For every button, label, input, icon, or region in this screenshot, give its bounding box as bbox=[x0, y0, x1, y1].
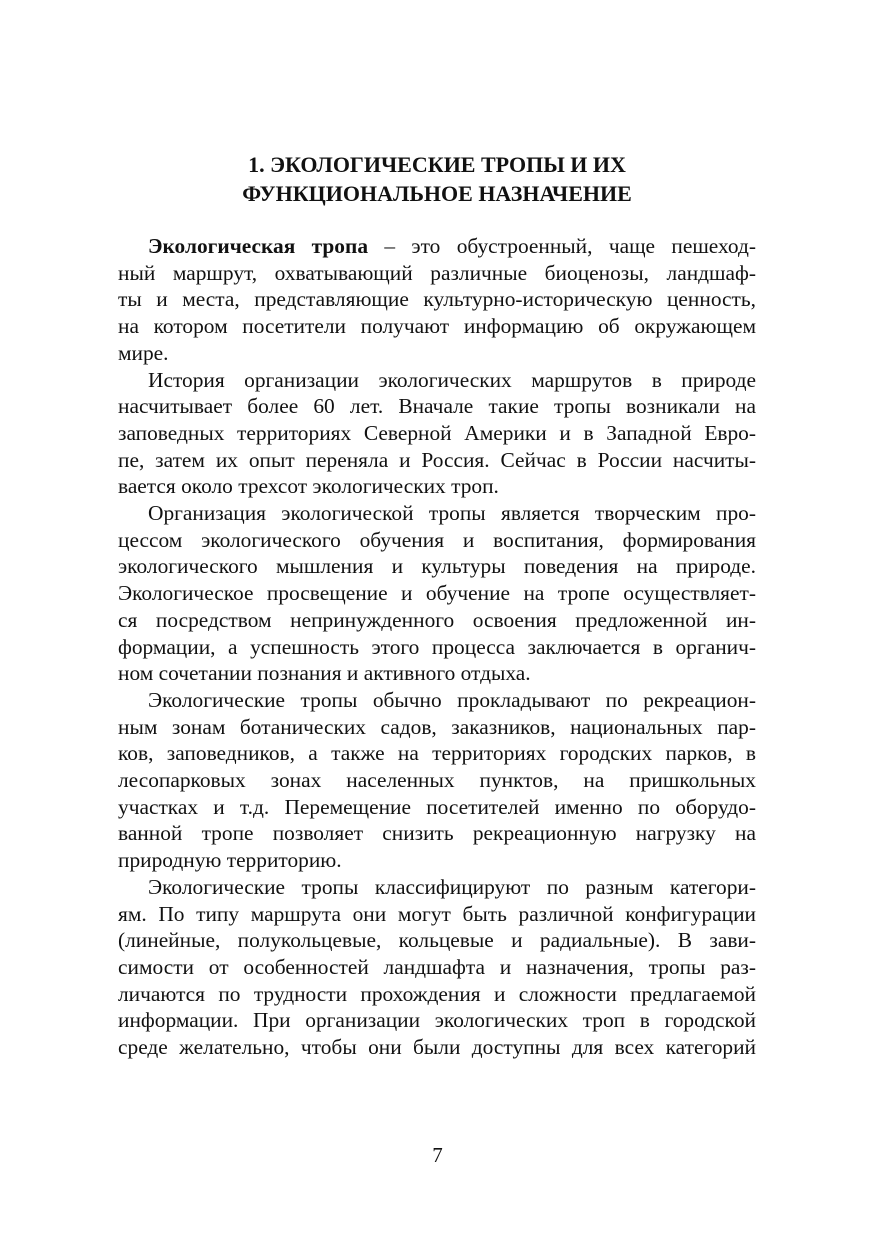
chapter-heading-line-1: 1. ЭКОЛОГИЧЕСКИЕ ТРОПЫ И ИХ bbox=[248, 152, 626, 177]
text-line: на котором посетители получают информацию об окружающем bbox=[118, 314, 756, 339]
text-line: Организация экологической тропы является творческим про- bbox=[148, 501, 756, 526]
text-line: ков, заповедников, а также на территориях городских парков, в bbox=[118, 741, 756, 766]
text-line: Экологическое просвещение и обучение на тропе осуществляет- bbox=[118, 581, 756, 606]
text-line: цессом экологического обучения и воспитания, формирования bbox=[118, 527, 756, 552]
text-line: ся посредством непринужденного освоения предложенной ин- bbox=[118, 607, 756, 632]
text-line: История организации экологических маршрутов в природе bbox=[148, 367, 756, 392]
text-line: ям. По типу маршрута они могут быть различной конфигурации bbox=[118, 901, 756, 926]
text-line: симости от особенностей ландшафта и назначения, тропы раз- bbox=[118, 954, 756, 979]
text-line: формации, а успешность этого процесса заключается в органич- bbox=[118, 634, 756, 659]
text-line: насчитывает более 60 лет. Вначале такие тропы возникали на bbox=[118, 394, 756, 419]
text-line: вается около трехсот экологических троп. bbox=[118, 474, 499, 499]
text-line: заповедных территориях Северной Америки и в Западной Евро- bbox=[118, 420, 756, 445]
text-line: среде желательно, чтобы они были доступны для всех категорий bbox=[118, 1035, 756, 1060]
text-line: личаются по трудности прохождения и сложности предлагаемой bbox=[118, 981, 756, 1006]
text-line: мире. bbox=[118, 340, 169, 365]
text-line: экологического мышления и культуры поведения на природе. bbox=[118, 554, 756, 579]
paragraph-history bbox=[118, 367, 756, 501]
text-line: ты и места, представляющие культурно-историческую ценность, bbox=[118, 287, 756, 312]
text-line: природную территорию. bbox=[118, 848, 342, 873]
text-line: ный маршрут, охватывающий различные биоценозы, ландшаф- bbox=[118, 260, 756, 285]
text-fragment: – это обустроенный, чаще пешеход- bbox=[368, 234, 756, 258]
text-line bbox=[118, 233, 756, 260]
text-line: участках и т.д. Перемещение посетителей именно по оборудо- bbox=[118, 794, 756, 819]
paragraph-locations bbox=[118, 687, 756, 874]
paragraph-classification bbox=[118, 874, 756, 1061]
defined-term: Экологическая тропа bbox=[148, 234, 369, 258]
text-line: Экологические тропы классифицируют по разным категори- bbox=[148, 874, 756, 899]
page-number: 7 bbox=[432, 1143, 443, 1167]
chapter-heading-line-2: ФУНКЦИОНАЛЬНОЕ НАЗНАЧЕНИЕ bbox=[242, 181, 632, 206]
body-text bbox=[118, 233, 756, 1061]
paragraph-organization bbox=[118, 500, 756, 687]
text-line: пе, затем их опыт переняла и Россия. Сейчас в России насчиты- bbox=[118, 447, 756, 472]
text-line: ном сочетании познания и активного отдыха. bbox=[118, 661, 531, 686]
text-line: информации. При организации экологических троп в городской bbox=[118, 1008, 756, 1033]
text-line: Экологические тропы обычно прокладывают по рекреацион- bbox=[148, 687, 756, 712]
paragraph-definition bbox=[118, 233, 756, 367]
text-line: лесопарковых зонах населенных пунктов, на пришкольных bbox=[118, 768, 756, 793]
text-line: ным зонам ботанических садов, заказников, национальных пар- bbox=[118, 714, 756, 739]
chapter-heading bbox=[118, 150, 756, 208]
text-line: (линейные, полукольцевые, кольцевые и радиальные). В зави- bbox=[118, 928, 756, 953]
text-line: ванной тропе позволяет снизить рекреационную нагрузку на bbox=[118, 821, 756, 846]
